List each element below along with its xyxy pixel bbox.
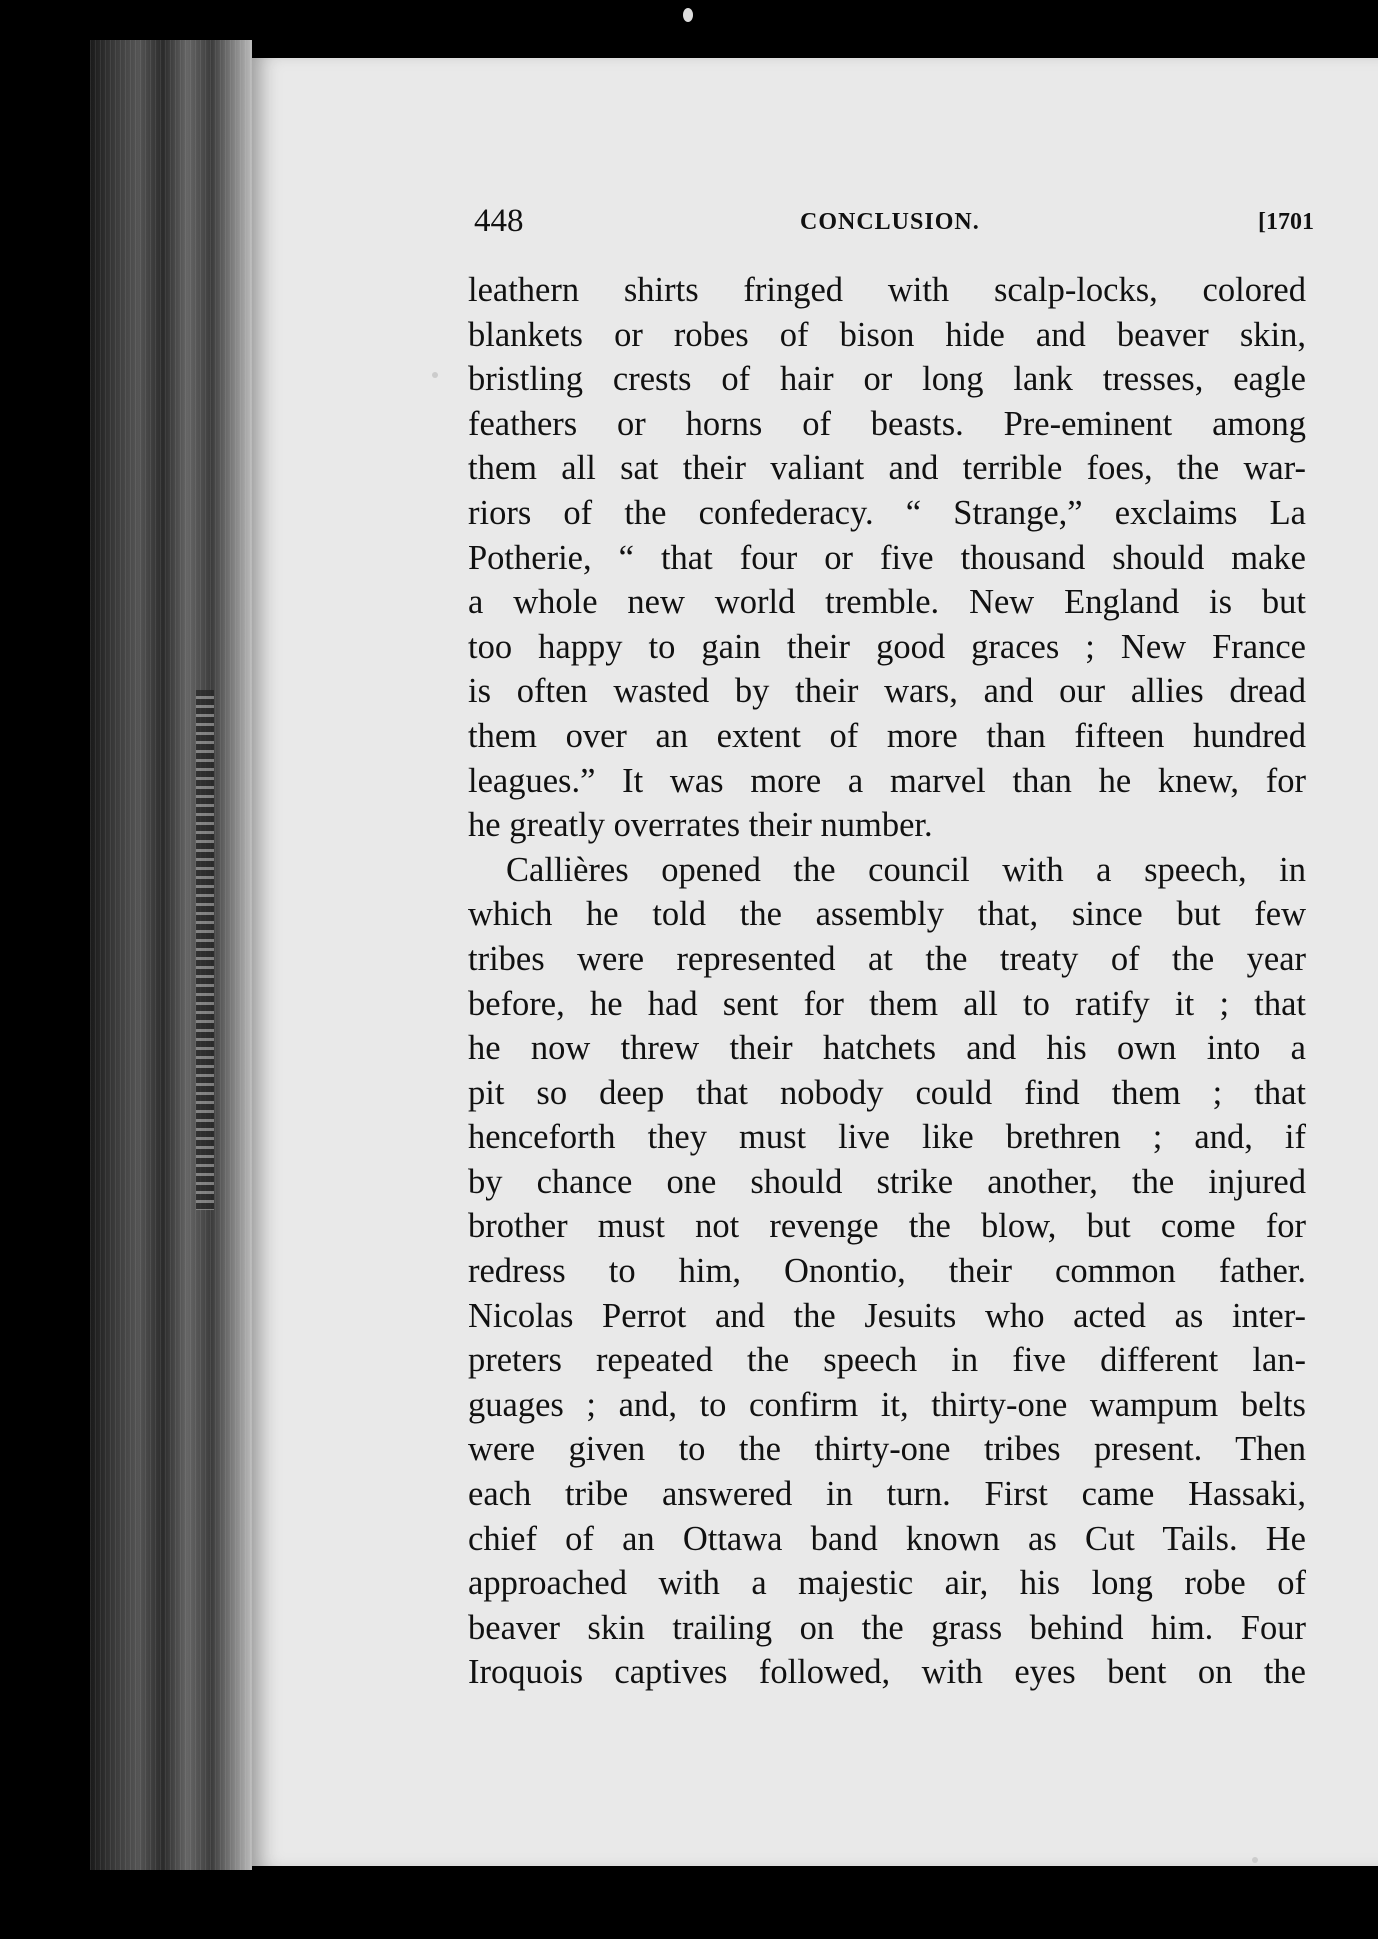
text-line: he greatly overrates their number.: [468, 806, 933, 845]
text-line: each tribe answered in turn. First came Hassaki,: [468, 1475, 1306, 1514]
body-text: [468, 268, 1306, 1695]
page-header: [474, 203, 1314, 247]
text-line: he now threw their hatchets and his own into a: [468, 1029, 1306, 1068]
text-line: Iroquois captives followed, with eyes bent on the: [468, 1653, 1306, 1692]
text-line: henceforth they must live like brethren ; and, if: [468, 1118, 1306, 1157]
text-line: approached with a majestic air, his long robe of: [468, 1564, 1306, 1603]
scan-speck: [432, 372, 438, 378]
text-line: leagues.” It was more a marvel than he knew, for: [468, 761, 1306, 800]
text-line: bristling crests of hair or long lank tresses, eagle: [468, 360, 1306, 399]
text-line: which he told the assembly that, since but few: [468, 895, 1306, 934]
text-line: leathern shirts fringed with scalp-locks, colored: [468, 271, 1306, 309]
text-line: beaver skin trailing on the grass behind him. Four: [468, 1608, 1306, 1647]
text-line: too happy to gain their good graces ; New France: [468, 627, 1306, 666]
text-line: brother must not revenge the blow, but come for: [468, 1207, 1306, 1246]
text-line: Callières opened the council with a speech, in: [506, 850, 1306, 889]
text-line: is often wasted by their wars, and our allies dread: [468, 672, 1306, 711]
text-line: riors of the confederacy. “ Strange,” exclaims La: [468, 493, 1306, 532]
text-line: feathers or horns of beasts. Pre-eminent among: [468, 404, 1306, 443]
text-line: Nicolas Perrot and the Jesuits who acted as inter-: [468, 1296, 1306, 1335]
text-line: tribes were represented at the treaty of the year: [468, 939, 1306, 978]
text-line: before, he had sent for them all to ratify it ; that: [468, 984, 1306, 1023]
text-line: chief of an Ottawa band known as Cut Tails. He: [468, 1519, 1306, 1558]
text-line: guages ; and, to confirm it, thirty-one wampum belts: [468, 1385, 1306, 1424]
text-line: blankets or robes of bison hide and beaver skin,: [468, 315, 1306, 354]
text-line: pit so deep that nobody could find them ; that: [468, 1073, 1306, 1112]
text-line: redress to him, Onontio, their common father.: [468, 1252, 1306, 1291]
page-number: 448: [474, 203, 524, 239]
text-line: preters repeated the speech in five different lan-: [468, 1341, 1306, 1380]
text-line: them over an extent of more than fifteen hundred: [468, 716, 1306, 755]
text-line: them all sat their valiant and terrible foes, the war-: [468, 449, 1306, 488]
text-line: Potherie, “ that four or five thousand should make: [468, 538, 1306, 577]
year-mark: [1701: [1258, 209, 1314, 235]
scan-artifact: [683, 8, 693, 22]
text-line: a whole new world tremble. New England is but: [468, 583, 1306, 622]
running-head: CONCLUSION.: [800, 209, 980, 235]
book-spine: [90, 40, 252, 1870]
text-line: by chance one should strike another, the injured: [468, 1162, 1306, 1201]
library-spine-stamp: [196, 690, 214, 1210]
text-line: were given to the thirty-one tribes present. Then: [468, 1430, 1306, 1469]
scan-speck: [1252, 1857, 1258, 1863]
